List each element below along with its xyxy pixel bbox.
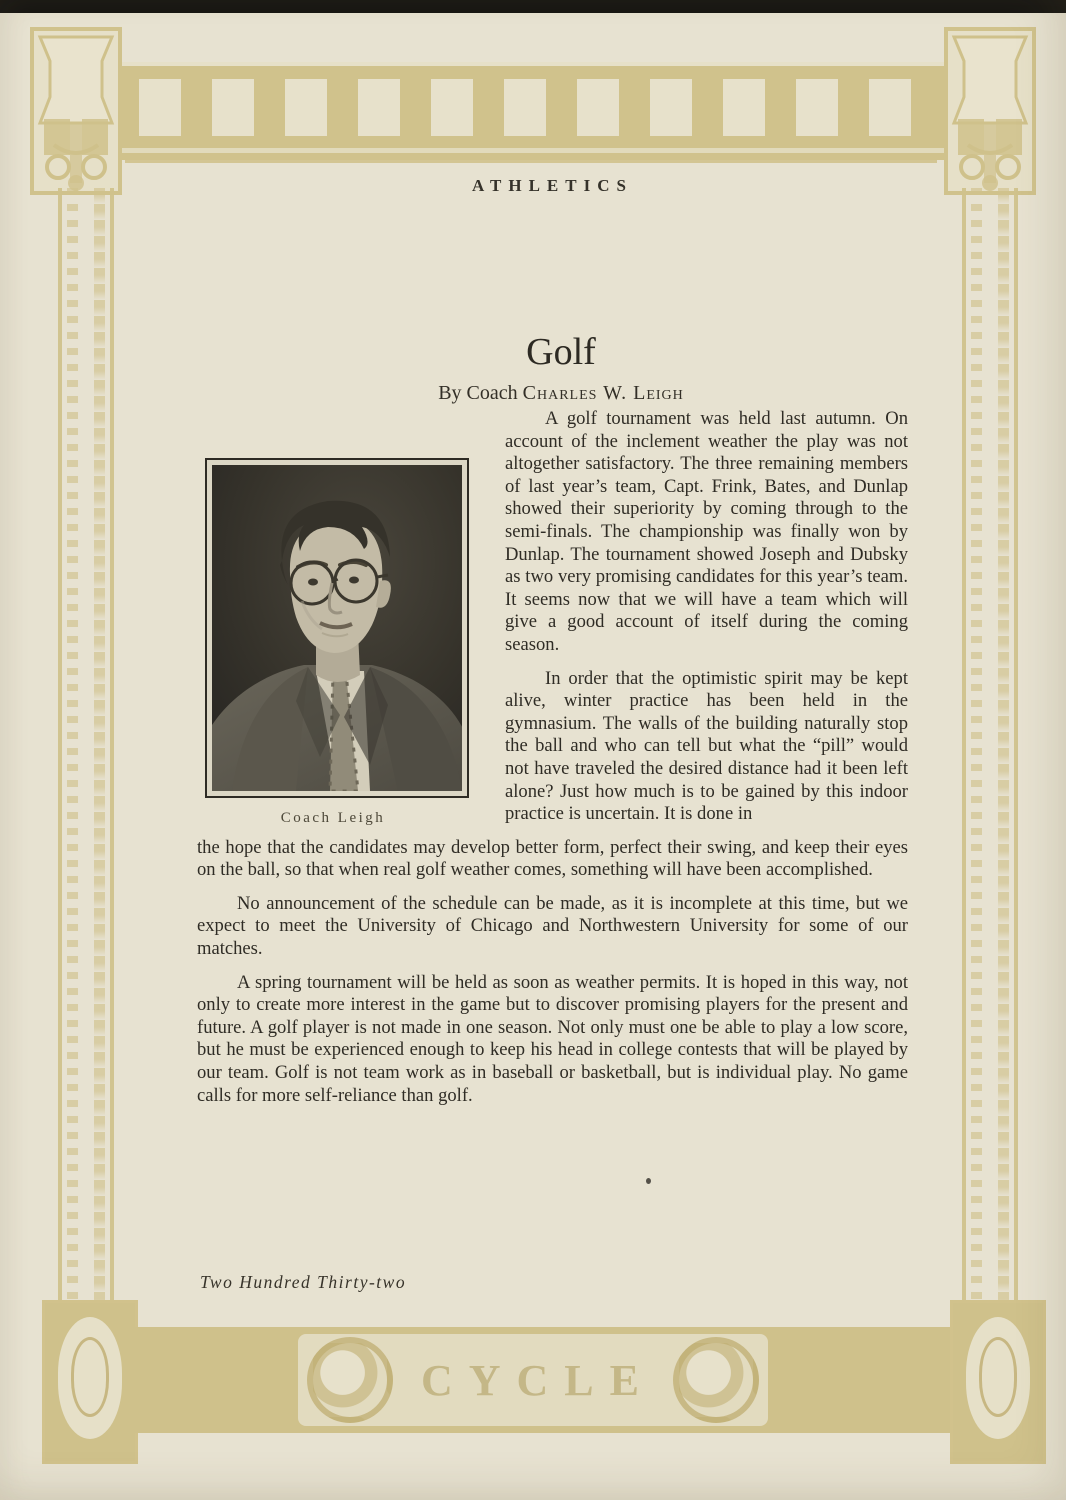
paragraph: the hope that the candidates may develop better form, perfect their swing, and keep their eyes on the ball, so that when real golf weather comes, something will have been accomplished. — [197, 836, 908, 881]
yearbook-watermark: CYCLE — [420, 1355, 656, 1405]
scan-edge-bar — [0, 0, 1066, 13]
corner-ornament-top-right — [944, 27, 1036, 195]
photo-column — [197, 408, 505, 837]
ink-fleck — [646, 1178, 651, 1184]
byline — [197, 382, 925, 405]
coach-portrait-photo — [205, 458, 469, 798]
article-body — [197, 408, 908, 1118]
top-border-frieze — [118, 62, 944, 160]
bottom-cartouche — [298, 1334, 768, 1426]
corner-ornament-top-left — [30, 27, 122, 195]
paragraph: In order that the optimistic spirit may be kept alive, winter practice has been held in the gymnasium. The walls of the building naturally stop the ball and who can tell but what the “pill” would not have traveled the desired distance had it been left alone? Just how much is to be gained by this indoor practice is uncertain. It is done in — [505, 667, 908, 825]
running-head: ATHLETICS — [472, 176, 633, 195]
page-number: Two Hundred Thirty-two — [200, 1272, 407, 1292]
article-text-column — [505, 408, 908, 837]
left-border-strip — [58, 188, 114, 1300]
corner-ornament-bottom-right — [950, 1300, 1046, 1464]
page-title: Golf — [526, 331, 596, 373]
byline-author: Charles W. Leigh — [522, 381, 684, 404]
title-block — [197, 332, 925, 405]
paragraph: A spring tournament will be held as soon as weather permits. It is hoped in this way, not only to create more interest in the game but to discover promising players for the present and future. A golf player is not made in one season. Not only must one be able to play a low score, but he must be experienced enough to keep his head in college contests that will be played by our team. Golf is not team work as in baseball or basketball, but is individual play. No game calls for more self-reliance than golf. — [197, 971, 908, 1106]
corner-ornament-icon — [944, 27, 1036, 195]
byline-prefix: By Coach — [438, 381, 518, 404]
corner-ornament-bottom-left — [42, 1300, 138, 1464]
photo-caption: Coach Leigh — [280, 810, 386, 826]
photo-and-text-row — [197, 408, 908, 837]
corner-ornament-icon — [30, 27, 122, 195]
right-border-strip — [962, 188, 1018, 1300]
paragraph: No announcement of the schedule can be made, as it is incomplete at this time, but we expect to meet the University of Chicago and Northwestern University for some of our matches. — [197, 892, 908, 960]
coach-portrait-image — [212, 465, 462, 791]
paragraph: A golf tournament was held last autumn. On account of the inclement weather the play was not altogether satisfactory. The three remaining members of last year’s team, Capt. Frink, Bates, and Dunlap showed their superiority by coming through to the semi-finals. The championship was finally won by Dunlap. The tournament showed Joseph and Dubsky as two very promising candidates for this year’s team. It seems now that we will have a team which will give a good account of itself during the coming season. — [505, 408, 908, 655]
